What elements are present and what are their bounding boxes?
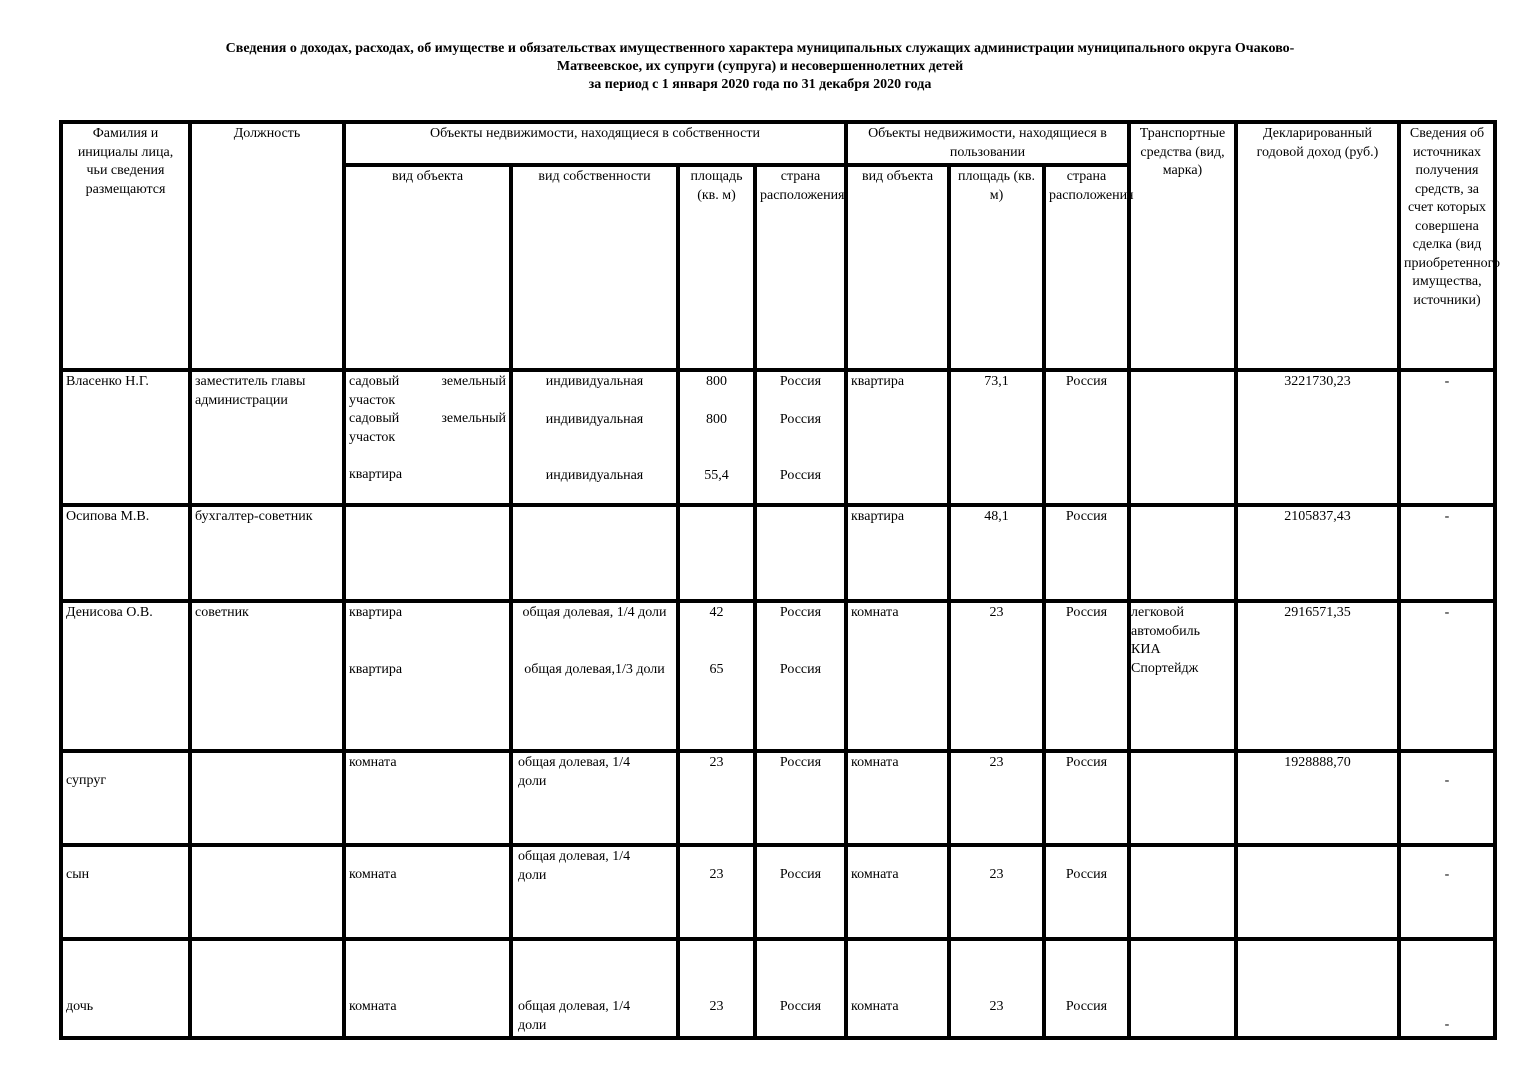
header-owned-type: вид объекта <box>344 165 511 370</box>
owned-type-cell <box>344 505 511 601</box>
transport-cell <box>1129 751 1236 845</box>
owned-area-item: 23 <box>709 999 724 1014</box>
transport-cell: легковой автомобиль КИА Спортейдж <box>1129 601 1236 751</box>
owned-type-word: садовый <box>349 411 400 426</box>
owned-country-item: Россия <box>779 468 822 483</box>
income-cell: 3221730,23 <box>1236 370 1399 505</box>
owned-type-item: квартира <box>349 661 403 677</box>
used-country-cell <box>1044 845 1129 939</box>
owned-country-item: Россия <box>779 867 822 882</box>
used-country-cell: Россия <box>1044 505 1129 601</box>
owned-type-item <box>349 373 506 392</box>
used-area-cell <box>949 939 1044 1038</box>
header-owned-area: площадь (кв. м) <box>678 165 755 370</box>
owned-type-word: участок <box>349 392 396 408</box>
income-cell: 2916571,35 <box>1236 601 1399 751</box>
owned-ownership-cell <box>511 601 678 751</box>
sources-cell: - <box>1399 370 1495 505</box>
relative-label: супруг <box>66 773 107 788</box>
used-type-cell: квартира <box>846 370 949 505</box>
header-income: Декларированный годовой доход (руб.) <box>1236 122 1399 370</box>
header-name: Фамилия и инициалы лица, чьи сведения размещаются <box>61 122 190 370</box>
owned-type-cell <box>344 939 511 1038</box>
owned-area-cell <box>678 939 755 1038</box>
owned-type-item: комната <box>349 867 397 882</box>
title-line-3: за период с 1 января 2020 года по 31 декабря 2020 года <box>588 77 932 92</box>
used-country-item: Россия <box>1065 867 1108 882</box>
owned-country-item: Россия <box>779 411 822 427</box>
header-used-type: вид объекта <box>846 165 949 370</box>
owned-ownership-cell <box>511 370 678 505</box>
owned-type-item: квартира <box>349 605 403 620</box>
document-title <box>110 40 1410 94</box>
sources-cell: - <box>1399 505 1495 601</box>
header-sources: Сведения об источниках получения средств, за счет которых совершена сделка (вид приобретенного имущества, источники) <box>1399 122 1495 370</box>
owned-type-cell: комната <box>344 751 511 845</box>
person-name: Осипова М.В. <box>61 505 190 601</box>
owned-ownership-item: индивидуальная <box>545 468 644 483</box>
owned-type-word: участок <box>349 429 396 445</box>
transport-cell <box>1129 845 1236 939</box>
owned-area-item: 42 <box>709 605 724 620</box>
owned-ownership-cell <box>511 939 678 1038</box>
used-area-item: 23 <box>989 867 1004 882</box>
header-used-country: страна расположения <box>1044 165 1129 370</box>
income-cell: 1928888,70 <box>1236 751 1399 845</box>
used-area-cell: 23 <box>949 601 1044 751</box>
table-row <box>61 601 1495 751</box>
owned-type-item <box>349 410 506 429</box>
owned-country-cell <box>755 370 846 505</box>
owned-type-cell <box>344 370 511 505</box>
owned-ownership-cell: общая долевая, 1/4 доли <box>511 845 678 939</box>
owned-country-item: Россия <box>779 999 822 1014</box>
header-used-property: Объекты недвижимости, находящиеся в пользовании <box>846 122 1129 165</box>
used-type-cell <box>846 845 949 939</box>
relative-label: дочь <box>66 999 94 1014</box>
used-area-cell: 73,1 <box>949 370 1044 505</box>
owned-type-item: комната <box>349 999 397 1014</box>
person-position <box>190 939 344 1038</box>
sources-value: - <box>1444 867 1450 882</box>
person-name <box>61 939 190 1038</box>
relative-label: сын <box>66 867 90 882</box>
owned-country-item: Россия <box>779 605 822 620</box>
used-type-cell: комната <box>846 601 949 751</box>
used-country-cell <box>1044 939 1129 1038</box>
owned-area-cell <box>678 505 755 601</box>
owned-country-cell: Россия <box>755 751 846 845</box>
owned-ownership-item: общая долевая,1/3 доли <box>524 662 665 677</box>
person-position: бухгалтер-советник <box>190 505 344 601</box>
header-owned-country: страна расположения <box>755 165 846 370</box>
sources-cell <box>1399 939 1495 1038</box>
owned-area-cell <box>678 601 755 751</box>
table-row <box>61 845 1495 939</box>
header-position: Должность <box>190 122 344 370</box>
used-type-cell <box>846 939 949 1038</box>
sources-cell <box>1399 845 1495 939</box>
table-row <box>61 370 1495 505</box>
owned-area-item: 800 <box>706 374 727 389</box>
used-area-item: 23 <box>989 999 1004 1014</box>
person-name: Денисова О.В. <box>61 601 190 751</box>
owned-type-cell <box>344 845 511 939</box>
owned-type-word: садовый <box>349 374 400 389</box>
transport-cell <box>1129 370 1236 505</box>
used-country-item: Россия <box>1065 999 1108 1014</box>
declaration-table <box>59 120 1501 1040</box>
owned-ownership-cell <box>511 505 678 601</box>
owned-area-cell <box>678 845 755 939</box>
owned-country-item: Россия <box>779 374 822 389</box>
sources-value: - <box>1444 773 1450 788</box>
header-used-area: площадь (кв. м) <box>949 165 1044 370</box>
table-row <box>61 751 1495 845</box>
sources-value: - <box>1444 1017 1450 1032</box>
owned-area-cell: 23 <box>678 751 755 845</box>
transport-cell <box>1129 505 1236 601</box>
owned-area-item: 55,4 <box>704 468 729 483</box>
used-country-cell: Россия <box>1044 751 1129 845</box>
owned-type-word: земельный <box>441 374 506 389</box>
sources-cell: - <box>1399 601 1495 751</box>
title-line-2: Матвеевское, их супруги (супруга) и несовершеннолетних детей <box>556 59 964 74</box>
person-name <box>61 845 190 939</box>
owned-area-item: 65 <box>709 661 724 677</box>
owned-area-item: 800 <box>706 411 727 427</box>
owned-ownership-item: общая долевая, 1/4 доли <box>522 605 667 620</box>
owned-ownership-item: общая долевая, 1/4 доли <box>518 999 631 1033</box>
used-type-cell: комната <box>846 751 949 845</box>
person-position <box>190 751 344 845</box>
person-position: заместитель главы администрации <box>190 370 344 505</box>
person-name: Власенко Н.Г. <box>61 370 190 505</box>
income-cell <box>1236 845 1399 939</box>
owned-type-cell <box>344 601 511 751</box>
title-line-1: Сведения о доходах, расходах, об имуществе и обязательствах имущественного характера муниципальных служащих администрации муниципального округа Очаково- <box>225 41 1295 56</box>
used-area-cell <box>949 845 1044 939</box>
owned-country-cell <box>755 601 846 751</box>
owned-area-cell <box>678 370 755 505</box>
used-area-cell: 23 <box>949 751 1044 845</box>
used-type-item: комната <box>851 867 899 882</box>
header-owned-property: Объекты недвижимости, находящиеся в собственности <box>344 122 846 165</box>
owned-area-item: 23 <box>709 867 724 882</box>
owned-type-item: квартира <box>349 467 403 482</box>
owned-ownership-item: индивидуальная <box>545 374 644 389</box>
sources-cell <box>1399 751 1495 845</box>
owned-country-cell <box>755 845 846 939</box>
person-name <box>61 751 190 845</box>
person-position: советник <box>190 601 344 751</box>
owned-country-cell <box>755 939 846 1038</box>
owned-country-cell <box>755 505 846 601</box>
used-type-item: комната <box>851 999 899 1014</box>
used-country-cell: Россия <box>1044 601 1129 751</box>
person-position <box>190 845 344 939</box>
used-area-cell: 48,1 <box>949 505 1044 601</box>
transport-cell <box>1129 939 1236 1038</box>
income-cell: 2105837,43 <box>1236 505 1399 601</box>
used-type-cell: квартира <box>846 505 949 601</box>
owned-type-word: земельный <box>441 411 506 426</box>
owned-ownership-cell: общая долевая, 1/4 доли <box>511 751 678 845</box>
table-row <box>61 505 1495 601</box>
used-country-cell: Россия <box>1044 370 1129 505</box>
table-row <box>61 939 1495 1038</box>
income-cell <box>1236 939 1399 1038</box>
header-transport: Транспортные средства (вид, марка) <box>1129 122 1236 370</box>
header-owned-ownership: вид собственности <box>511 165 678 370</box>
owned-ownership-item: индивидуальная <box>545 411 644 427</box>
owned-country-item: Россия <box>779 661 822 677</box>
